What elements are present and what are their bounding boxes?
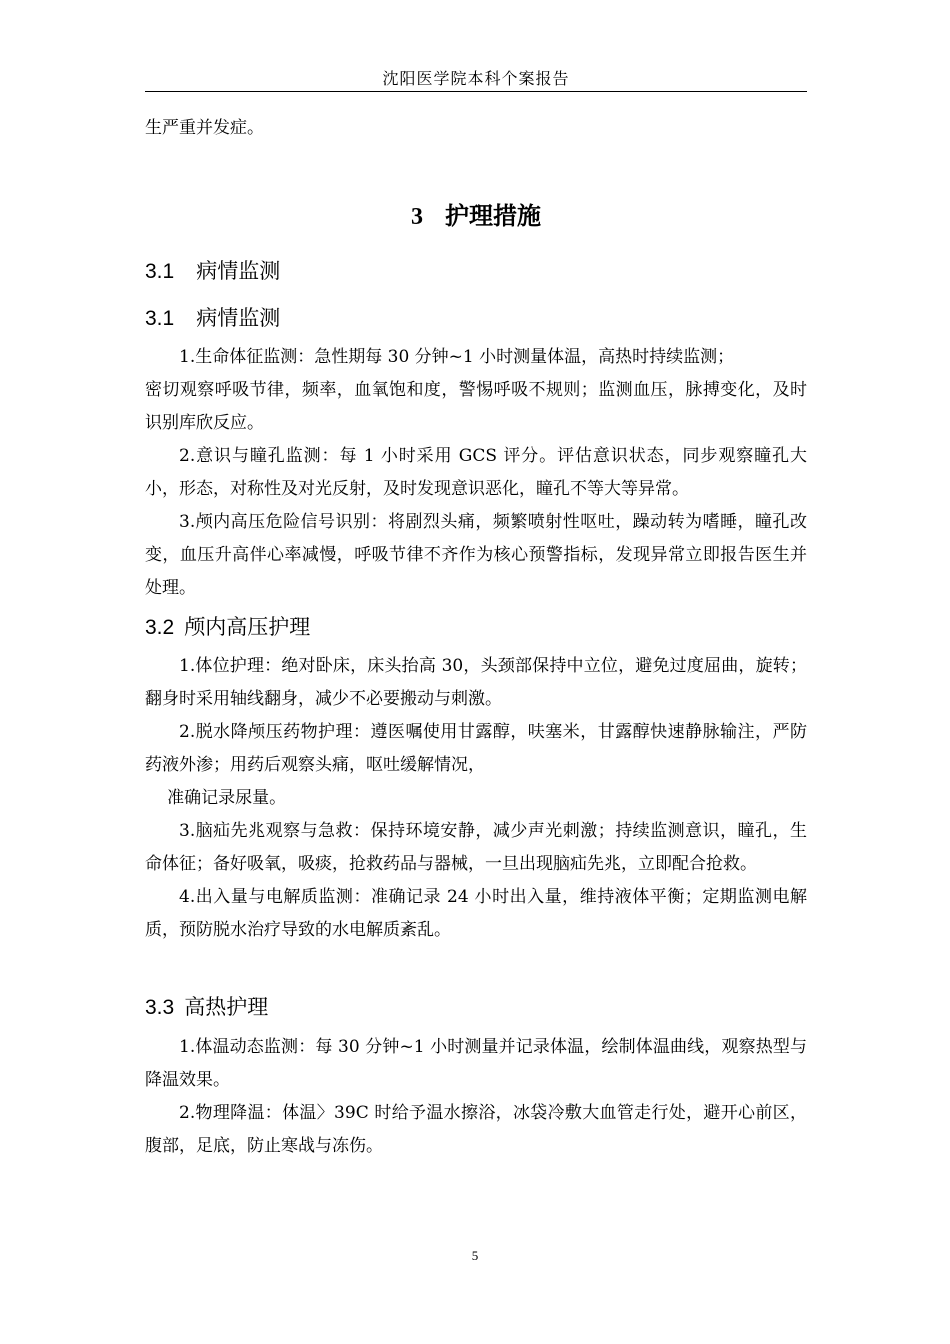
section-heading	[145, 196, 807, 231]
section-number: 3	[411, 204, 423, 230]
subsection-title: 高热护理	[184, 995, 269, 1019]
section-3-2-body	[145, 650, 807, 947]
subsection-heading	[145, 302, 280, 332]
paragraph: 1.体温动态监测：每 30 分钟~1 小时测量并记录体温，绘制体温曲线，观察热型与降温效果。	[145, 1037, 807, 1090]
subsection-title: 病情监测	[196, 259, 281, 283]
page-number: 5	[471, 1248, 479, 1263]
paragraph: 3.颅内高压危险信号识别：将剧烈头痛，频繁喷射性呕吐，躁动转为嗜睡，瞳孔改变，血压升高伴心率减慢，呼吸节律不齐作为核心预警指标，发现异常立即报告医生并处理。	[145, 512, 807, 598]
subsection-heading	[145, 611, 310, 641]
paragraph: 1.体位护理：绝对卧床，床头抬高 30，头颈部保持中立位，避免过度屈曲，旋转；翻身时采用轴线翻身，减少不必要搬动与刺激。	[145, 656, 807, 709]
subsection-heading	[145, 991, 268, 1021]
page-header: 沈阳医学院本科个案报告	[382, 69, 570, 88]
subsection-number: 3.1	[145, 260, 175, 283]
paragraph: 2.脱水降颅压药物护理：遵医嘱使用甘露醇，呋塞米，甘露醇快速静脉输注，严防药液外渗；用药后观察头痛，呕吐缓解情况，	[145, 722, 807, 775]
paragraph: 2.物理降温：体温〉39C 时给予温水擦浴，冰袋冷敷大血管走行处，避开心前区，腹部，足底，防止寒战与冻伤。	[145, 1103, 807, 1156]
paragraph: 2.意识与瞳孔监测：每 1 小时采用 GCS 评分。评估意识状态，同步观察瞳孔大小，形态，对称性及对光反射，及时发现意识恶化，瞳孔不等大等异常。	[145, 446, 807, 499]
subsection-title: 颅内高压护理	[184, 615, 311, 639]
header-rule	[145, 91, 807, 92]
subsection-heading	[145, 255, 280, 285]
subsection-number: 3.3	[145, 996, 175, 1019]
subsection-number: 3.1	[145, 307, 175, 330]
paragraph: 4.出入量与电解质监测：准确记录 24 小时出入量，维持液体平衡；定期监测电解质，预防脱水治疗导致的水电解质紊乱。	[145, 887, 807, 940]
paragraph: 生严重并发症。	[145, 118, 264, 138]
subsection-title: 病情监测	[196, 306, 281, 330]
subsection-number: 3.2	[145, 616, 175, 639]
section-title: 护理措施	[445, 202, 541, 230]
paragraph: 1.生命体征监测：急性期每 30 分钟~1 小时测量体温，高热时持续监测；	[179, 347, 735, 367]
continuation-text	[145, 112, 807, 145]
paragraph: 密切观察呼吸节律，频率，血氧饱和度，警惕呼吸不规则；监测血压，脉搏变化，及时识别库欣反应。	[145, 380, 807, 433]
paragraph: 3.脑疝先兆观察与急救：保持环境安静，减少声光刺激；持续监测意识，瞳孔，生命体征；备好吸氧，吸痰，抢救药品与器械，一旦出现脑疝先兆，立即配合抢救。	[145, 821, 807, 874]
section-3-3-body	[145, 1031, 807, 1163]
section-3-1-body	[145, 341, 807, 605]
paragraph: 准确记录尿量。	[167, 788, 287, 808]
